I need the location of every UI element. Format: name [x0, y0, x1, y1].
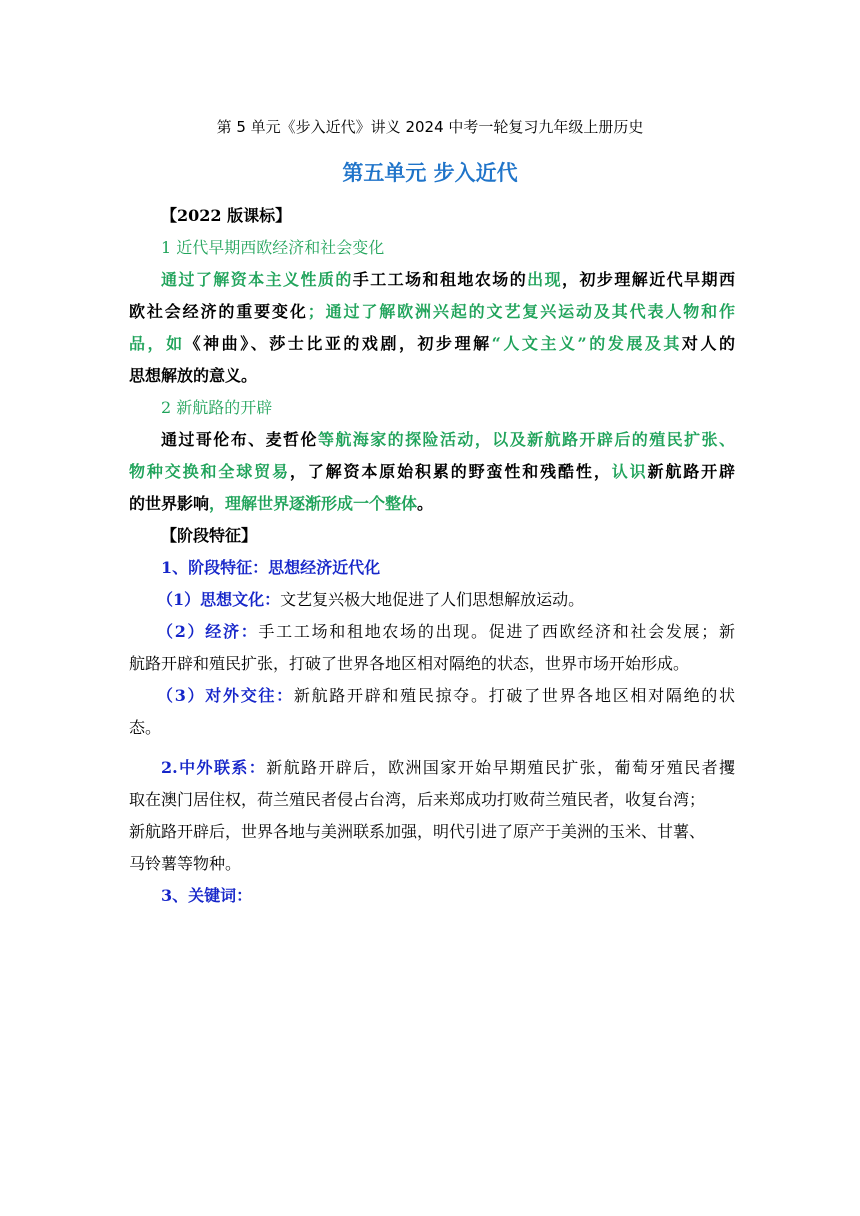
stage-item-1a — [129, 584, 735, 616]
green-text: ；通过了解欧洲兴起的文艺复兴运动及其代表人物和作 — [307, 302, 735, 321]
stage-item-1-heading: 1、阶段特征：思想经济近代化 — [161, 558, 381, 577]
black-text: 《神曲》、莎士比亚的戏剧，初步理解 — [184, 334, 492, 353]
paragraph-line — [129, 424, 735, 456]
blue-label: 2.中外联系： — [161, 758, 267, 777]
black-text: 手工工场和租地农场的 — [352, 270, 528, 289]
paragraph-line — [129, 328, 735, 360]
stage-item-2 — [129, 752, 735, 784]
black-text: 通过哥伦布、麦哲伦 — [161, 430, 318, 449]
black-text: 欧社会经济的重要变化 — [129, 302, 308, 321]
paragraph-line — [129, 264, 735, 296]
green-text: 出现 — [527, 270, 563, 289]
section-heading-curriculum: 【2022 版课标】 — [161, 206, 292, 225]
page-title: 第五单元 步入近代 — [342, 161, 518, 185]
black-text: ，了解资本原始积累的野蛮性和残酷性， — [289, 462, 612, 481]
body-text: 文艺复兴极大地促进了人们思想解放运动。 — [280, 590, 585, 609]
blue-label: （3）对外交往： — [157, 686, 294, 705]
green-text: 通过了解资本主义性质的 — [161, 270, 353, 289]
green-text: 物种交换和全球贸易 — [129, 462, 290, 481]
paragraph-line — [129, 488, 735, 520]
paragraph-line: 马铃薯等物种。 — [129, 854, 242, 873]
paragraph-line: 思想解放的意义。 — [129, 366, 258, 385]
paragraph-line — [129, 296, 735, 328]
body-text: 新航路开辟和殖民掠夺。打破了世界各地区相对隔绝的状 — [293, 686, 735, 705]
green-text: 等航海家的探险活动，以及新航路开辟后的殖民扩张、 — [317, 430, 735, 449]
green-text: ，理解世界逐渐形成一个整体 — [209, 494, 418, 513]
paragraph-line: 取在澳门居住权，荷兰殖民者侵占台湾，后来郑成功打败荷兰殖民者，收复台湾； — [129, 790, 706, 809]
blue-label: （2）经济： — [157, 622, 259, 641]
stage-item-1c — [129, 680, 735, 712]
green-text: 品，如 — [129, 334, 185, 353]
subheading-western-europe: 1 近代早期西欧经济和社会变化 — [161, 238, 385, 257]
blue-label: （1）思想文化： — [157, 590, 281, 609]
paragraph-line — [129, 456, 735, 488]
paragraph-line: 态。 — [129, 718, 162, 737]
paragraph-line: 新航路开辟后，世界各地与美洲联系加强，明代引进了原产于美洲的玉米、甘薯、 — [129, 822, 706, 841]
green-text: “人文主义”的发展及其 — [491, 334, 682, 353]
section-heading-stage: 【阶段特征】 — [161, 526, 258, 545]
page-header: 第 5 单元《步入近代》讲义 2024 中考一轮复习九年级上册历史 — [216, 118, 644, 136]
stage-item-3-heading: 3、关键词： — [161, 886, 253, 905]
document-body — [129, 200, 735, 912]
black-text: 新航路开辟 — [647, 462, 735, 481]
subheading-new-sea-routes: 2 新航路的开辟 — [161, 398, 273, 417]
paragraph-line: 航路开辟和殖民扩张，打破了世界各地区相对隔绝的状态，世界市场开始形成。 — [129, 654, 690, 673]
body-text: 手工工场和租地农场的出现。促进了西欧经济和社会发展；新 — [258, 622, 735, 641]
black-text: 对人的 — [681, 334, 735, 353]
stage-item-1b — [129, 616, 735, 648]
black-text: ，初步理解近代早期西 — [562, 270, 735, 289]
green-text: 认识 — [611, 462, 648, 481]
black-text: 。 — [417, 494, 434, 513]
body-text: 新航路开辟后，欧洲国家开始早期殖民扩张，葡萄牙殖民者攫 — [266, 758, 735, 777]
black-text: 的世界影响 — [129, 494, 210, 513]
